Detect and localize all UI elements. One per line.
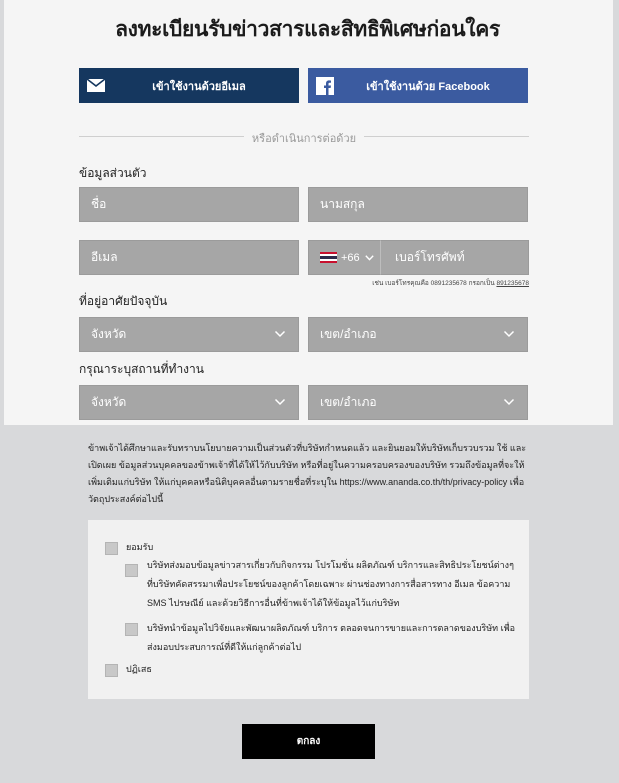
- page-title: ลงทะเบียนรับข่าวสารและสิทธิพิเศษก่อนใคร: [115, 18, 500, 41]
- reject-label: ปฏิเสธ: [126, 664, 152, 674]
- workplace-province-value: จังหวัด: [91, 395, 127, 409]
- phone-hint-example: 891235678: [496, 280, 529, 287]
- residence-district-value: เขต/อำเภอ: [320, 327, 377, 341]
- residence-province-select[interactable]: [79, 317, 299, 352]
- phone-hint-text: เช่น เบอร์โทรคุณคือ 0891235678 กรอกเป็น: [372, 280, 495, 287]
- email-login-label: เข้าใช้งานด้วยอีเมล: [152, 80, 246, 93]
- phone-placeholder: เบอร์โทรศัพท์: [395, 250, 465, 264]
- submit-button[interactable]: ตกลง: [242, 724, 375, 759]
- accept-checkbox[interactable]: [105, 542, 118, 555]
- marketing-consent-label: บริษัทส่งมอบข้อมูลข่าวสารเกี่ยวกับกิจกรรม โปรโมชั่น ผลิตภัณฑ์ บริการและสิทธิประโยชน์ต่างๆ ที่บริษัทคัดสรรมาเพื่อประโยชน์ของลูกค้าโดยเฉพาะ ผ่านช่องทางการสื่อสารทาง อีเมล ข้อความ SMS ไปรษณีย์ และด้วยวิธีการอื่นที่ข้าพเจ้าได้ให้ข้อมูลไว้แก่บริษัท: [147, 560, 514, 608]
- residence-district-select[interactable]: [308, 317, 528, 352]
- consent-options-box: [88, 520, 529, 699]
- marketing-consent-checkbox[interactable]: [125, 564, 138, 577]
- chevron-down-icon: [503, 396, 515, 408]
- facebook-icon: [308, 68, 342, 103]
- personal-info-heading: ข้อมูลส่วนตัว: [79, 166, 147, 180]
- divider-text: หรือดำเนินการต่อด้วย: [251, 133, 357, 145]
- email-input[interactable]: [79, 240, 299, 275]
- phone-hint: [308, 278, 529, 288]
- accept-label: ยอมรับ: [126, 542, 154, 552]
- residence-province-value: จังหวัด: [91, 327, 127, 341]
- chevron-down-icon: [274, 396, 286, 408]
- country-code-value: +66: [341, 251, 360, 264]
- email-login-button[interactable]: [79, 68, 299, 103]
- thailand-flag-icon: [320, 252, 337, 263]
- workplace-district-select[interactable]: [308, 385, 528, 420]
- facebook-login-button[interactable]: [308, 68, 528, 103]
- chevron-down-icon: [274, 328, 286, 340]
- country-code-select[interactable]: [308, 240, 381, 275]
- residence-heading: ที่อยู่อาศัยปัจจุบัน: [79, 294, 168, 308]
- envelope-icon: [79, 68, 113, 103]
- reject-checkbox[interactable]: [105, 664, 118, 677]
- consent-statement: ข้าพเจ้าได้ศึกษาและรับทราบนโยบายความเป็นส่วนตัวที่บริษัทกำหนดแล้ว และยินยอมให้บริษัทเก็บรวบรวม ใช้ และเปิดเผย ข้อมูลส่วนบุคคลของข้าพเจ้าที่ได้ให้ไว้กับบริษัท หรือที่อยู่ในความครอบครองของบริษัท รวมถึงข้อมูลที่จะให้เพิ่มเติมแก่บริษัท ให้แก่บุคคลหรือนิติบุคคลอื่นตามรายชื่อที่ระบุใน https://www.ananda.co.th/th/privacy-policy เพื่อวัตถุประสงค์ต่อไปนี้: [88, 443, 527, 504]
- email-placeholder: อีเมล: [91, 250, 118, 264]
- last-name-input[interactable]: [308, 187, 528, 222]
- first-name-input[interactable]: [79, 187, 299, 222]
- last-name-placeholder: นามสกุล: [320, 197, 365, 211]
- or-divider: [79, 128, 529, 144]
- facebook-login-label: เข้าใช้งานด้วย Facebook: [366, 80, 490, 93]
- workplace-heading: กรุณาระบุสถานที่ทำงาน: [79, 362, 204, 376]
- research-consent-label: บริษัทนำข้อมูลไปวิจัยและพัฒนาผลิตภัณฑ์ บริการ ตลอดจนการขายและการตลาดของบริษัท เพื่อส่งมอบประสบการณ์ที่ดีให้แก่ลูกค้าต่อไป: [147, 623, 516, 652]
- workplace-province-select[interactable]: [79, 385, 299, 420]
- research-consent-checkbox[interactable]: [125, 623, 138, 636]
- phone-input[interactable]: [380, 240, 529, 275]
- workplace-district-value: เขต/อำเภอ: [320, 395, 377, 409]
- chevron-down-icon: [503, 328, 515, 340]
- first-name-placeholder: ชื่อ: [91, 197, 107, 211]
- chevron-down-icon: [365, 255, 374, 261]
